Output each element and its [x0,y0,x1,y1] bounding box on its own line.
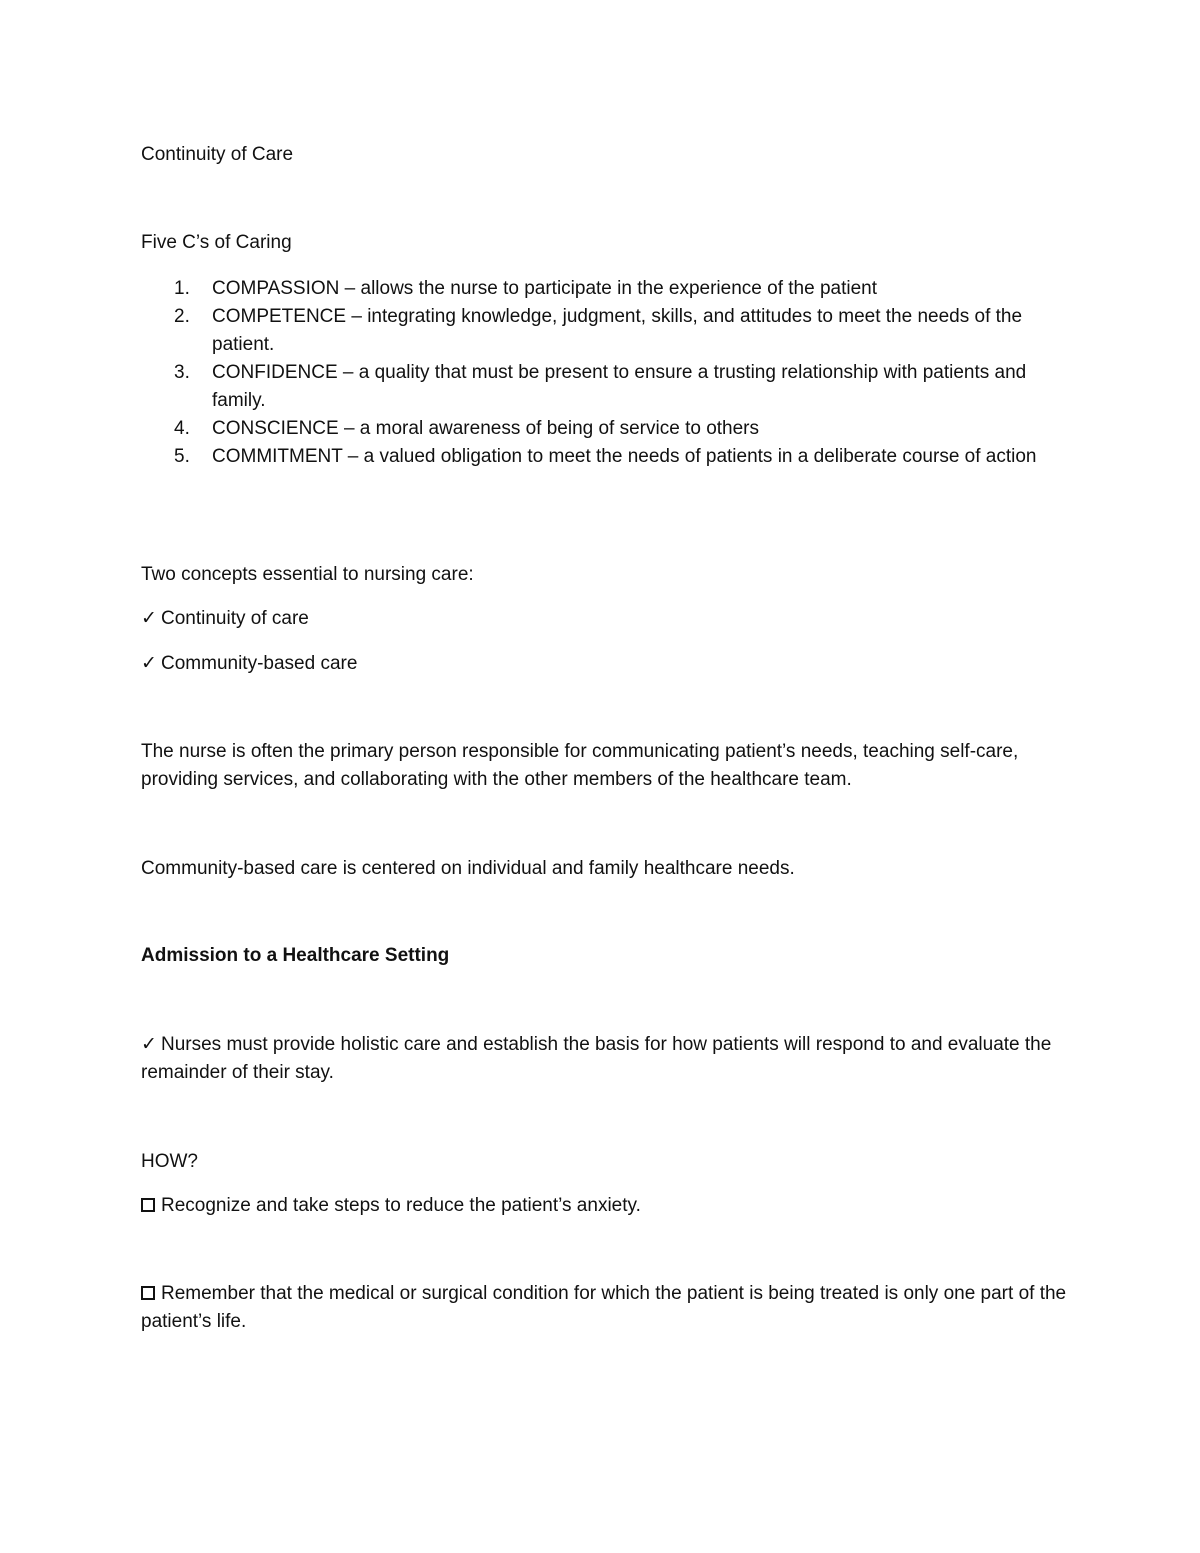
list-item-text: COMPASSION – allows the nurse to participate in the experience of the patient [212,278,877,299]
list-item [141,359,1071,415]
checkbox-icon [141,1286,155,1300]
concepts-heading: Two concepts essential to nursing care: [141,564,474,585]
nurse-role-paragraph: The nurse is often the primary person responsible for communicating patient’s needs, teaching self-care, providing services, and collaborating with the other members of the healthcare team. [141,741,1019,790]
check-icon: ✓ [141,608,157,629]
admission-heading: Admission to a Healthcare Setting [141,945,450,966]
check-icon: ✓ [141,653,157,674]
list-item [141,275,1071,303]
admission-step-text: Recognize and take steps to reduce the patient’s anxiety. [161,1195,641,1216]
five-cs-list [141,275,1071,471]
list-number: 4. [174,418,190,439]
list-item-text: CONSCIENCE – a moral awareness of being of service to others [212,418,760,439]
how-label: HOW? [141,1151,198,1172]
admission-step-text: Remember that the medical or surgical condition for which the patient is being treated is only one part of the patient’s life. [141,1283,1067,1332]
page-title: Continuity of Care [141,144,294,165]
community-note: Community-based care is centered on individual and family healthcare needs. [141,858,795,879]
admission-step [141,1192,1071,1220]
admission-point [141,1031,1071,1087]
list-item-text: COMMITMENT – a valued obligation to meet the needs of patients in a deliberate course of action [212,446,1037,467]
list-number: 5. [174,446,190,467]
list-item [141,303,1071,359]
five-cs-heading: Five C’s of Caring [141,232,292,253]
concept-item-text: Community-based care [161,653,358,674]
list-item [141,415,1071,443]
admission-point-text: Nurses must provide holistic care and establish the basis for how patients will respond to and evaluate the remainder of their stay. [141,1034,1052,1083]
list-number: 3. [174,362,190,383]
checkbox-icon [141,1198,155,1212]
list-item-text: COMPETENCE – integrating knowledge, judgment, skills, and attitudes to meet the needs of the patient. [212,306,1023,355]
concept-item [141,650,1071,678]
list-item-text: CONFIDENCE – a quality that must be present to ensure a trusting relationship with patients and family. [212,362,1027,411]
check-icon: ✓ [141,1034,157,1055]
list-number: 1. [174,278,190,299]
concept-item [141,605,1071,633]
list-item [141,443,1071,471]
admission-step [141,1280,1071,1336]
list-number: 2. [174,306,190,327]
concept-item-text: Continuity of care [161,608,309,629]
